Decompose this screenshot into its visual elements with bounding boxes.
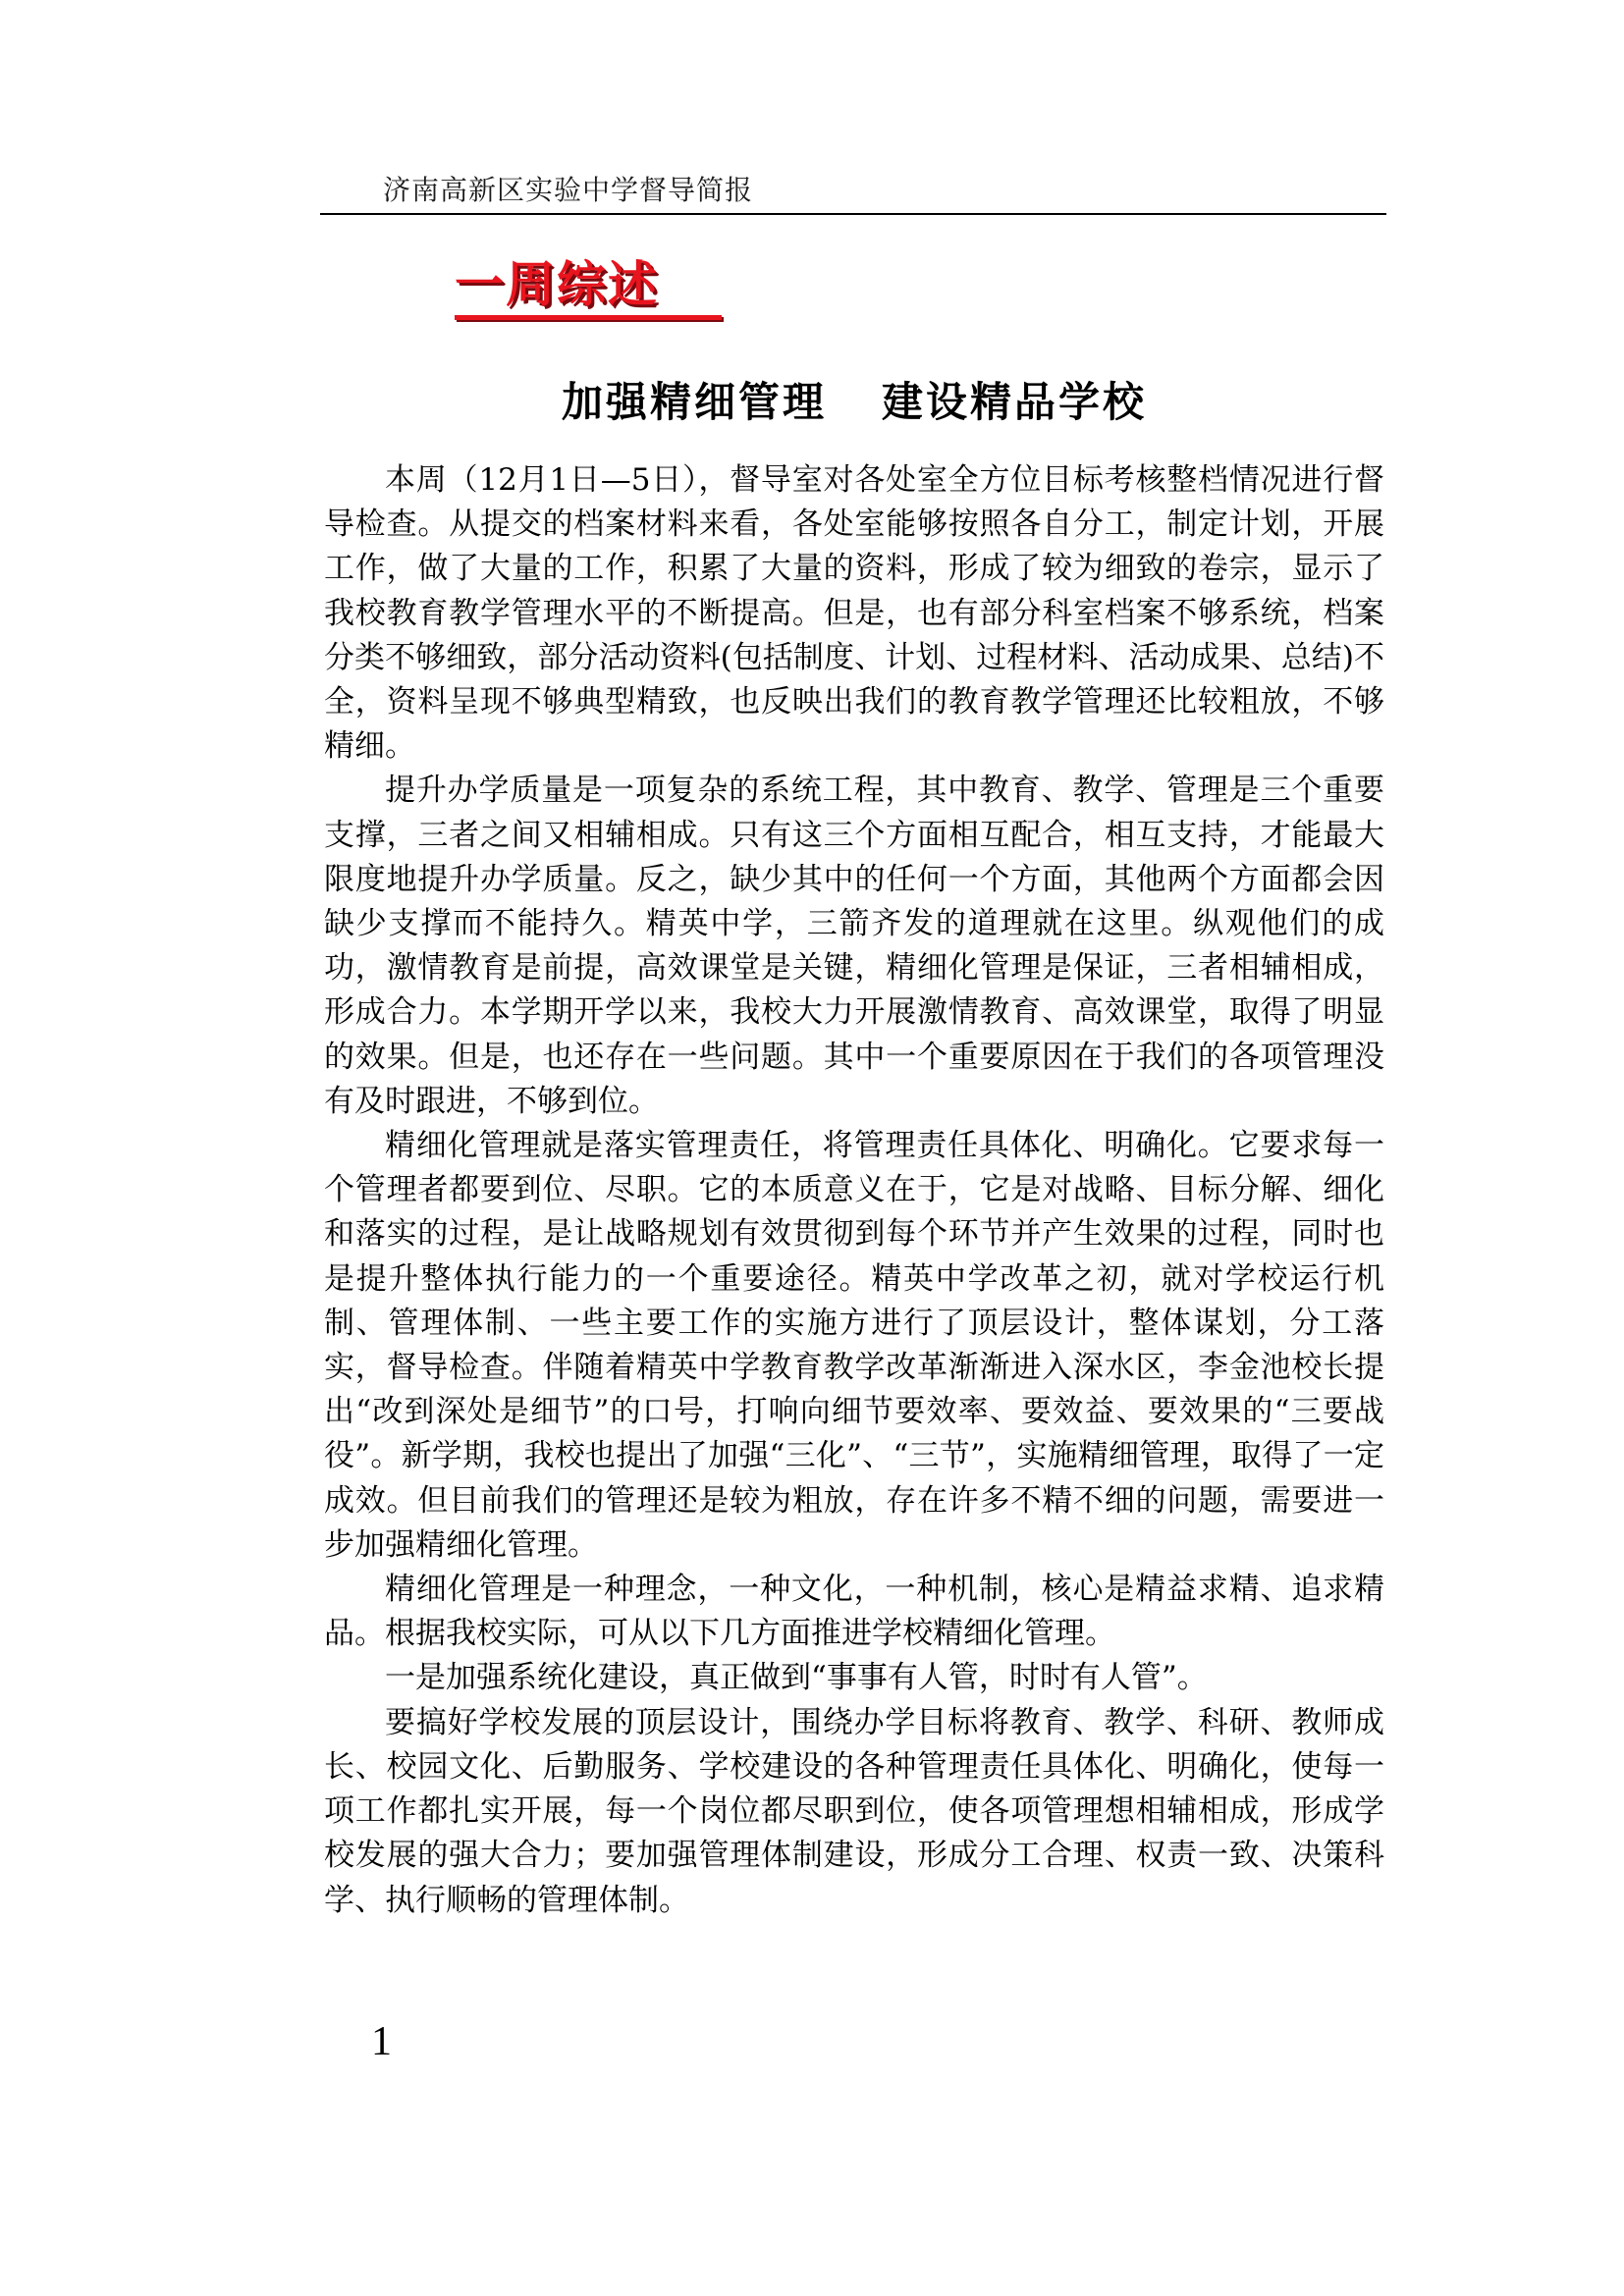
article-title-part-1: 加强精细管理	[561, 378, 827, 426]
running-header: 济南高新区实验中学督导简报	[383, 174, 754, 206]
header-divider	[320, 213, 1386, 215]
paragraph-1: 本周（12月1日—5日），督导室对各处室全方位目标考核整档情况进行督导检查。从提交的档案材料来看，各处室能够按照各自分工，制定计划，开展工作，做了大量的工作，积累了大量的资料，形成了较为细致的卷宗，显示了我校教育教学管理水平的不断提高。但是，也有部分科室档案不够系统，档案分类不够细致，部分活动资料(包括制度、计划、过程材料、活动成果、总结)不全，资料呈现不够典型精致，也反映出我们的教育教学管理还比较粗放，不够精细。	[324, 462, 1384, 765]
article-title	[324, 375, 1384, 430]
paragraph-2: 提升办学质量是一项复杂的系统工程，其中教育、教学、管理是三个重要支撑，三者之间又相辅相成。只有这三个方面相互配合，相互支持，才能最大限度地提升办学质量。反之，缺少其中的任何一个方面，其他两个方面都会因缺少支撑而不能持久。精英中学，三箭齐发的道理就在这里。纵观他们的成功，激情教育是前提，高效课堂是关键，精细化管理是保证，三者相辅相成，形成合力。本学期开学以来，我校大力开展激情教育、高效课堂，取得了明显的效果。但是，也还存在一些问题。其中一个重要原因在于我们的各项管理没有及时跟进，不够到位。	[324, 773, 1384, 1119]
article-body	[324, 458, 1384, 1923]
paragraph-3: 精细化管理就是落实管理责任，将管理责任具体化、明确化。它要求每一个管理者都要到位、尽职。它的本质意义在于，它是对战略、目标分解、细化和落实的过程，是让战略规划有效贯彻到每个环节并产生效果的过程，同时也是提升整体执行能力的一个重要途径。精英中学改革之初，就对学校运行机制、管理体制、一些主要工作的实施方进行了顶层设计，整体谋划，分工落实，督导检查。伴随着精英中学教育教学改革渐渐进入深水区，李金池校长提出“改到深处是细节”的口号，打响向细节要效率、要效益、要效果的“三要战役”。新学期，我校也提出了加强“三化”、“三节”，实施精细管理，取得了一定成效。但目前我们的管理还是较为粗放，存在许多不精不细的问题，需要进一步加强精细化管理。	[324, 1128, 1384, 1563]
paragraph-4: 精细化管理是一种理念，一种文化，一种机制，核心是精益求精、追求精品。根据我校实际，可从以下几方面推进学校精细化管理。	[324, 1572, 1384, 1652]
article-title-part-2: 建设精品学校	[882, 378, 1148, 426]
section-title: 一周综述	[455, 256, 659, 313]
paragraph-6: 要搞好学校发展的顶层设计，围绕办学目标将教育、教学、科研、教师成长、校园文化、后勤服务、学校建设的各种管理责任具体化、明确化，使每一项工作都扎实开展，每一个岗位都尽职到位，使各项管理想相辅相成，形成学校发展的强大合力；要加强管理体制建设，形成分工合理、权责一致、决策科学、执行顺畅的管理体制。	[324, 1704, 1384, 1918]
paragraph-5: 一是加强系统化建设，真正做到“事事有人管，时时有人管”。	[385, 1660, 1208, 1696]
page-number: 1	[371, 2019, 392, 2064]
section-title-underline	[455, 315, 722, 320]
